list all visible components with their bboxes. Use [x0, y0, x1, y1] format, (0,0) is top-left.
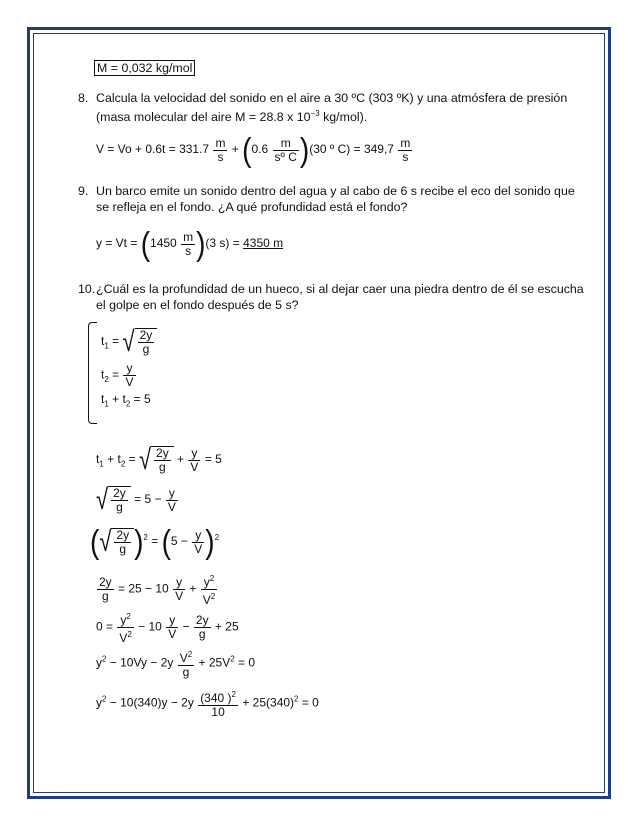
step-b: √ $\frac{2y}{g}$ = 5 − $\frac{y}{V}$ — [96, 483, 176, 516]
eq9-lhs: y = Vt = — [96, 236, 138, 251]
eq8-plus: + — [231, 142, 239, 157]
step-g: $y^2 - 10(340)y - 2y$ $\frac{(340 )^2}{10}$ + $25(340)^2 = 0$ — [96, 690, 319, 719]
eq9-unit: $\frac{m}{s}$ — [183, 229, 194, 258]
eq9-val: 1450 — [150, 236, 177, 251]
eq9-mid: (3 s) = — [205, 236, 240, 251]
eq8-lhs: V = Vo + 0.6t = 331.7 — [96, 142, 210, 157]
eq8-mid: (30 º C) = 349,7 — [309, 142, 394, 157]
eq8-unit1: $\frac{m}{s}$ — [215, 135, 226, 164]
eq8-unit3: $\frac{m}{s}$ — [400, 135, 411, 164]
problem-9-line1: Un barco emite un sonido dentro del agua y al cabo de 6 s recibe el eco del sonido que — [96, 184, 575, 198]
problem-8-line1: Calcula la velocidad del sonido en el aire a 30 ºC (303 ºK) y una atmósfera de presión — [96, 91, 568, 105]
problem-8-line2-a: (masa molecular del aire M = 28.8 x 10 — [96, 110, 311, 125]
step-e: 0 = $\frac{y^2}{V^2}$ − 10 $\frac{y}{V}$ − $\frac{2y}{g}$ + 25 — [96, 612, 239, 645]
problem-8-exponent: −3 — [310, 109, 320, 118]
system-eq3: $t_1 + t_2 = 5$ — [101, 392, 151, 409]
step-a: $t_1 + t_2$ = √ $\frac{2y}{g}$ + $\frac{y}{V}$ = 5 — [96, 443, 222, 476]
eq9-result: 4350 m — [243, 236, 284, 251]
problem-8-line2-b: kg/mol). — [319, 110, 368, 125]
system-eq1: $t_1$ = √ $\frac{2y}{g}$ — [101, 328, 157, 356]
equation-8: V = Vo + 0.6t = 331.7 $\frac{m}{s}$ + (0.6 $\frac{m}{\text{sº C}}$ )(30 º C) = 349,7 $\frac{m}{s}$ — [96, 130, 411, 168]
problem-10-number: 10. — [78, 282, 96, 296]
system-brace — [88, 322, 97, 424]
header-equation — [94, 60, 195, 76]
eq8-coef: 0.6 — [251, 142, 269, 157]
problem-8-number: 8. — [78, 91, 89, 105]
eq8-unit2: $\frac{m}{\text{sº C}}$ — [274, 135, 297, 164]
problem-10-line2: el golpe en el fondo después de 5 s? — [96, 298, 299, 312]
step-d: $\frac{2y}{g}$ = 25 − 10 $\frac{y}{V}$ + $\frac{y^2}{V^2}$ — [99, 574, 216, 607]
problem-8-line2 — [96, 106, 367, 125]
equation-9: y = Vt = (1450 $\frac{m}{s}$ )(3 s) = 4350 m — [96, 224, 284, 262]
problem-9-line2: se refleja en el fondo. ¿A qué profundidad está el fondo? — [96, 200, 408, 214]
problem-10-line1: ¿Cuál es la profundidad de un hueco, si al dejar caer una piedra dentro de él se escucha — [96, 282, 584, 296]
step-f: $y^2 - 10Vy - 2y$ $\frac{V^2}{g}$ + $25V^2 = 0$ — [96, 650, 256, 679]
system-eq2: $t_2$ = $\frac{y}{V}$ — [101, 361, 134, 389]
molar-mass-box: M = 0,032 kg/mol — [94, 60, 195, 76]
problem-9-number: 9. — [78, 184, 89, 198]
step-c: (√ $\frac{2y}{g}$ )$^2$ = (5 − $\frac{y}{V}$ )$^2$ — [90, 522, 220, 560]
